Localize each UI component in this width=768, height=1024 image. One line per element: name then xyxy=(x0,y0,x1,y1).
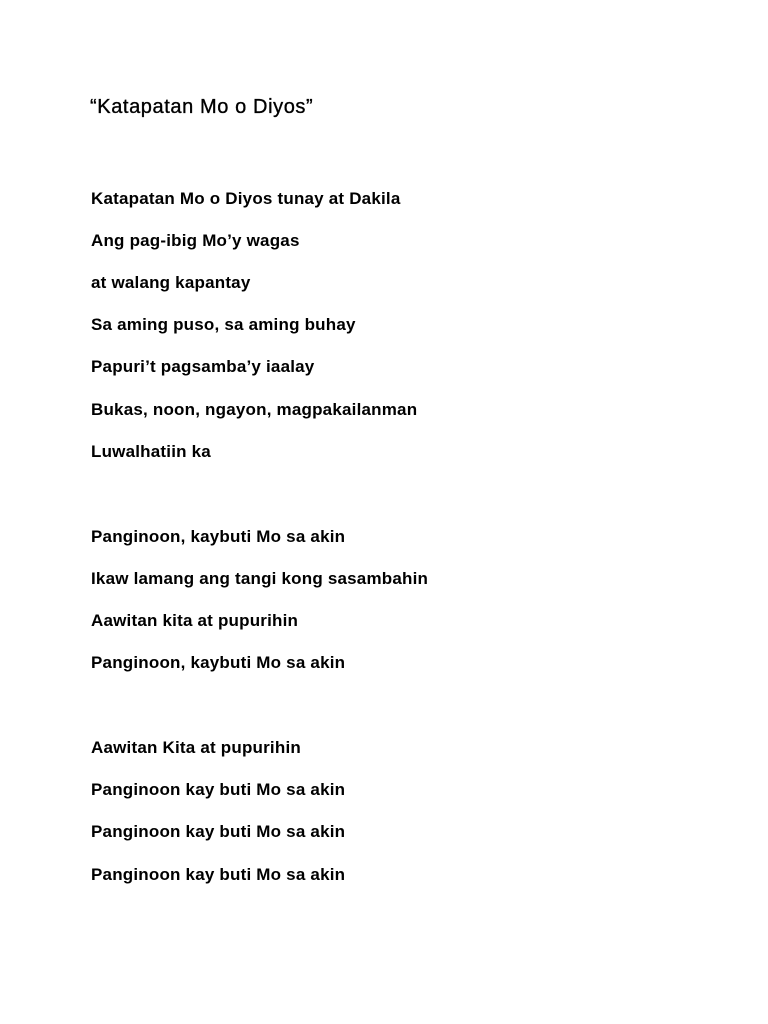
song-title: “Katapatan Mo o Diyos” xyxy=(90,96,314,118)
lyric-line: Sa aming puso, sa aming buhay xyxy=(91,315,356,334)
lyric-line: Panginoon, kaybuti Mo sa akin xyxy=(91,653,346,672)
lyric-line: Papuri’t pagsamba’y iaalay xyxy=(91,357,315,376)
lyric-line: Panginoon kay buti Mo sa akin xyxy=(91,822,346,841)
lyric-line: Panginoon, kaybuti Mo sa akin xyxy=(91,527,346,546)
lyric-line: Katapatan Mo o Diyos tunay at Dakila xyxy=(91,189,401,208)
lyric-line: Luwalhatiin ka xyxy=(91,442,211,461)
lyric-line: Panginoon kay buti Mo sa akin xyxy=(91,865,346,884)
lyric-line: Bukas, noon, ngayon, magpakailanman xyxy=(91,400,418,419)
lyric-line: Panginoon kay buti Mo sa akin xyxy=(91,780,346,799)
lyric-line: at walang kapantay xyxy=(91,273,251,292)
lyric-line: Aawitan kita at pupurihin xyxy=(91,611,299,630)
lyric-line: Ikaw lamang ang tangi kong sasambahin xyxy=(91,569,429,588)
lyric-line: Ang pag-ibig Mo’y wagas xyxy=(91,231,300,250)
lyric-line: Aawitan Kita at pupurihin xyxy=(91,738,301,757)
